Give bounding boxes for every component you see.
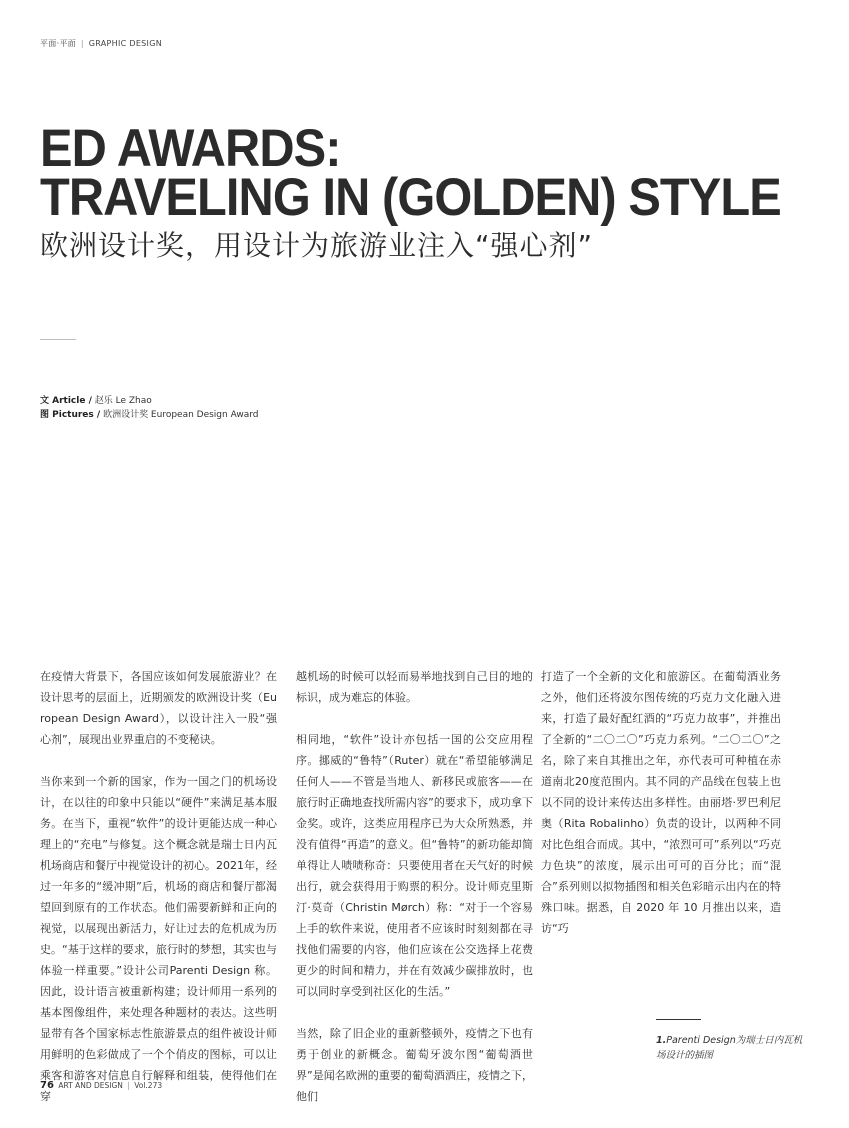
article-credit-label: 文 Article / — [40, 396, 92, 406]
article-subtitle-cn: 欧洲设计奖，用设计为旅游业注入“强心剂” — [40, 229, 594, 262]
page-number: 76 — [40, 1080, 54, 1091]
title-block — [40, 119, 820, 264]
publication-name: ART AND DESIGN — [58, 1081, 123, 1090]
body-column-2 — [296, 666, 533, 1128]
body-paragraph: 当然，除了旧企业的重新整顿外，疫情之下也有勇于创业的新概念。葡萄牙波尔图“葡萄酒世界”是闻名欧洲的重要的葡萄酒酒庄，疫情之下，他们 — [296, 1027, 533, 1103]
body-column-1 — [40, 666, 277, 1128]
pictures-credit-label: 图 Pictures / — [40, 410, 101, 420]
title-line-2: TRAVELING IN (GOLDEN) STYLE — [40, 168, 781, 227]
section-label-cn: 平面·平面 — [40, 39, 77, 48]
body-paragraph: 在疫情大背景下，各国应该如何发展旅游业？在设计思考的层面上，近期颁发的欧洲设计奖（European Design Award），以设计注入一股“强心剂”，展现出业界重启的不变秘诀。 — [40, 670, 277, 746]
pictures-credit — [40, 408, 259, 422]
body-paragraph: 相同地，“软件”设计亦包括一国的公交应用程序。挪威的“鲁特”（Ruter）就在“希望能够满足任何人——不管是当地人、新移民或旅客——在旅行时正确地查找所需内容”的要求下，成功拿下金奖。或许，这类应用程序已为大众所熟悉，并没有值得“再造”的意义。但“鲁特”的新功能却简单得让人啧啧称奇：只要使用者在天气好的时候出行，就会获得用于购票的积分。设计师克里斯汀·莫奇（Christin Mørch）称：“对于一个容易上手的软件来说，使用者不应该时时刻刻都在寻找他们需要的内容，他们应该在公交选择上花费更少的时间和精力，并在有效减少碳排放时，也可以同时享受到社区化的生活。” — [296, 733, 533, 998]
title-divider — [40, 339, 76, 340]
caption-divider — [656, 1019, 701, 1020]
volume-number: Vol.273 — [134, 1081, 163, 1090]
body-paragraph: 越机场的时候可以轻而易举地找到自己目的地的标识，成为难忘的体验。 — [296, 670, 533, 704]
caption-text: Parenti Design为瑞士日内瓦机场设计的插图 — [656, 1035, 803, 1061]
credits — [40, 394, 259, 422]
section-label-en: GRAPHIC DESIGN — [88, 39, 163, 48]
section-separator: | — [80, 39, 84, 48]
image-caption — [656, 1033, 806, 1063]
body-paragraph: 当你来到一个新的国家，作为一国之门的机场设计，在以往的印象中只能以“硬件”来满足基本服务。在当下，重视“软件”的设计更能达成一种心理上的“充电”与修复。这个概念就是瑞士日内瓦机场商店和餐厅中视觉设计的初心。2021年，经过一年多的“缓冲期”后，机场的商店和餐厅都渴望回到原有的工作状态。他们需要新鲜和正向的视觉，以展现出新活力，好让过去的危机成为历史。“基于这样的要求，旅行时的梦想，其实也与体验一样重要。”设计公司Parenti Design 称。因此，设计语言被重新构建；设计师用一系列的基本图像组件，来处理各种题材的表达。这些明显带有各个国家标志性旅游景点的组件被设计师用鲜明的色彩做成了一个个俏皮的图标，可以让乘客和游客对信息自行解释和组装，使得他们在穿 — [40, 775, 277, 1103]
article-credit — [40, 394, 259, 408]
footer-separator: | — [127, 1081, 130, 1090]
article-title — [40, 119, 781, 227]
pictures-credit-value: 欧洲设计奖 European Design Award — [103, 410, 259, 420]
body-paragraph: 打造了一个全新的文化和旅游区。在葡萄酒业务之外，他们还将波尔图传统的巧克力文化融入进来，打造了最好配红酒的“巧克力故事”，并推出了全新的“二〇二〇”巧克力系列。“二〇二〇”之名，除了来自其推出之年，亦代表可可种植在赤道南北20度范围内。其不同的产品线在包装上也以不同的设计来传达出多样性。由丽塔·罗巴利尼奥（Rita Robalinho）负责的设计，以两种不同对比色组合而成。其中，“浓烈可可”系列以“巧克力色块”的浓度，展示出可可的百分比；而“混合”系列则以拟物插图和相关色彩暗示出内在的特殊口味。据悉，自 2020 年 10 月推出以来，造访“巧 — [541, 670, 781, 935]
page-footer — [40, 1080, 162, 1091]
caption-number: 1. — [656, 1035, 667, 1046]
article-credit-value: 赵乐 Le Zhao — [94, 396, 152, 406]
section-tag — [40, 38, 162, 49]
body-column-3 — [541, 666, 781, 960]
title-line-1: ED AWARDS: — [40, 119, 341, 178]
